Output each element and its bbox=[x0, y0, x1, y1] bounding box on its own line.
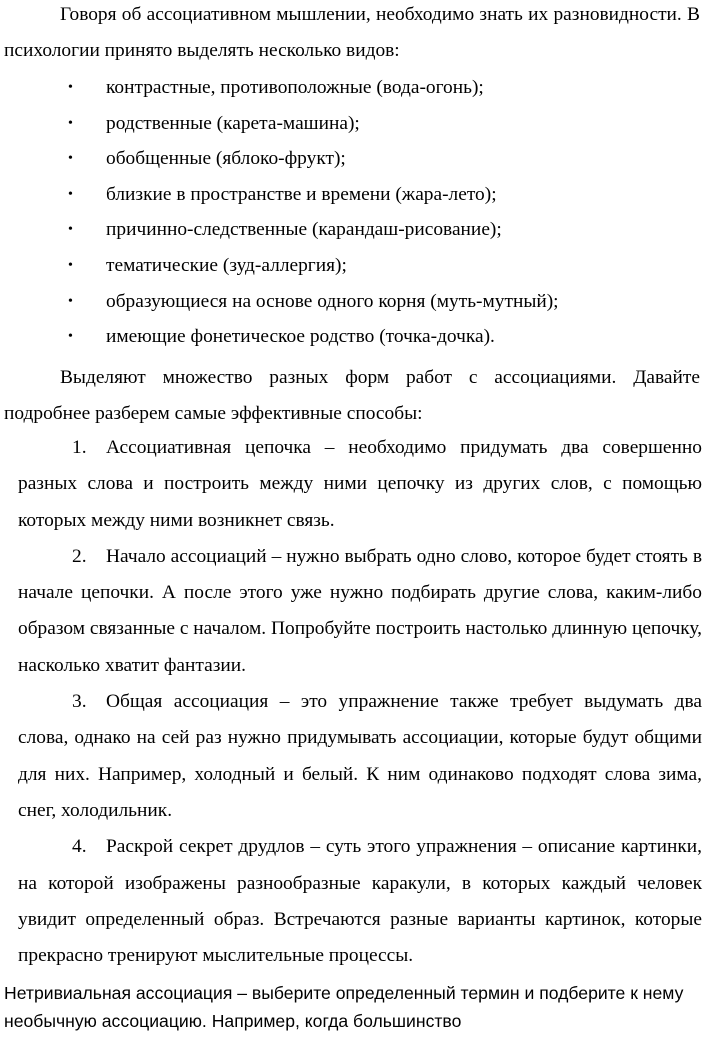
method-number: 2. bbox=[72, 545, 87, 567]
bullet-icon: • bbox=[68, 115, 73, 131]
list-item bbox=[0, 248, 704, 284]
method-text: Общая ассоциация – это упражнение также требует выдумать два слова, однако на сей раз нужно придумывать ассоциации, которые будут общими для них. Например, холодный и белый. К ним одинаково подходят слова зима, снег, холодильник. bbox=[18, 691, 702, 821]
bullet-icon: • bbox=[68, 329, 73, 345]
list-item-text: образующиеся на основе одного корня (муть-мутный); bbox=[106, 290, 559, 312]
list-item-text: близкие в пространстве и времени (жара-лето); bbox=[106, 183, 497, 205]
methods-list bbox=[0, 430, 704, 974]
list-item-text: обобщенные (яблоко-фрукт); bbox=[106, 148, 346, 170]
method-number: 3. bbox=[72, 691, 87, 713]
list-item-text: родственные (карета-машина); bbox=[106, 112, 360, 134]
intro-paragraph: Говоря об ассоциативном мышлении, необходимо знать их разновидности. В психологии принято выделять несколько видов: bbox=[4, 4, 700, 61]
method-item bbox=[0, 684, 704, 829]
list-item bbox=[0, 106, 704, 142]
list-item-text: имеющие фонетическое родство (точка-дочка). bbox=[106, 326, 495, 348]
list-item bbox=[0, 284, 704, 320]
list-item bbox=[0, 212, 704, 248]
method-text: Раскрой секрет друдлов – суть этого упражнения – описание картинки, на которой изображены разнообразные каракули, в которых каждый человек увидит определенный образ. Встречаются разные варианты картинок, которые прекрасно тренируют мыслительные процессы. bbox=[18, 836, 702, 967]
list-item-text: причинно-следственные (карандаш-рисование); bbox=[106, 219, 502, 241]
bullet-icon: • bbox=[68, 222, 73, 238]
method-item bbox=[0, 539, 704, 684]
method-text: Ассоциативная цепочка – необходимо придумать два совершенно разных слова и построить между ними цепочку из других слов, с помощью которых между ними возникнет связь. bbox=[18, 437, 702, 531]
bullet-icon: • bbox=[68, 151, 73, 167]
list-item bbox=[0, 319, 704, 355]
method-number: 1. bbox=[72, 437, 87, 458]
bullet-icon: • bbox=[68, 186, 73, 202]
methods-intro-paragraph: Выделяют множество разных форм работ с ассоциациями. Давайте подробнее разберем самые эффективные способы: bbox=[4, 367, 700, 424]
bullet-icon: • bbox=[68, 293, 73, 309]
list-item bbox=[0, 177, 704, 213]
bullet-icon: • bbox=[68, 80, 73, 95]
association-types-list bbox=[0, 70, 704, 355]
method-item bbox=[0, 430, 704, 539]
list-item-text: контрастные, противоположные (вода-огонь); bbox=[106, 77, 484, 98]
bullet-icon: • bbox=[68, 257, 73, 273]
method-number: 4. bbox=[72, 836, 87, 858]
method-text: Начало ассоциаций – нужно выбрать одно слово, которое будет стоять в начале цепочки. А после этого уже нужно подбирать другие слова, каким-либо образом связанные с началом. Попробуйте построить настолько длинную цепочку, насколько хватит фантазии. bbox=[18, 545, 702, 676]
tail-paragraph: Нетривиальная ассоциация – выберите определенный термин и подберите к нему необычную ассоциацию. Например, когда большинство bbox=[4, 983, 684, 1031]
list-item bbox=[0, 70, 704, 106]
list-item-text: тематические (зуд-аллергия); bbox=[106, 254, 347, 276]
method-item bbox=[0, 829, 704, 974]
list-item bbox=[0, 141, 704, 177]
